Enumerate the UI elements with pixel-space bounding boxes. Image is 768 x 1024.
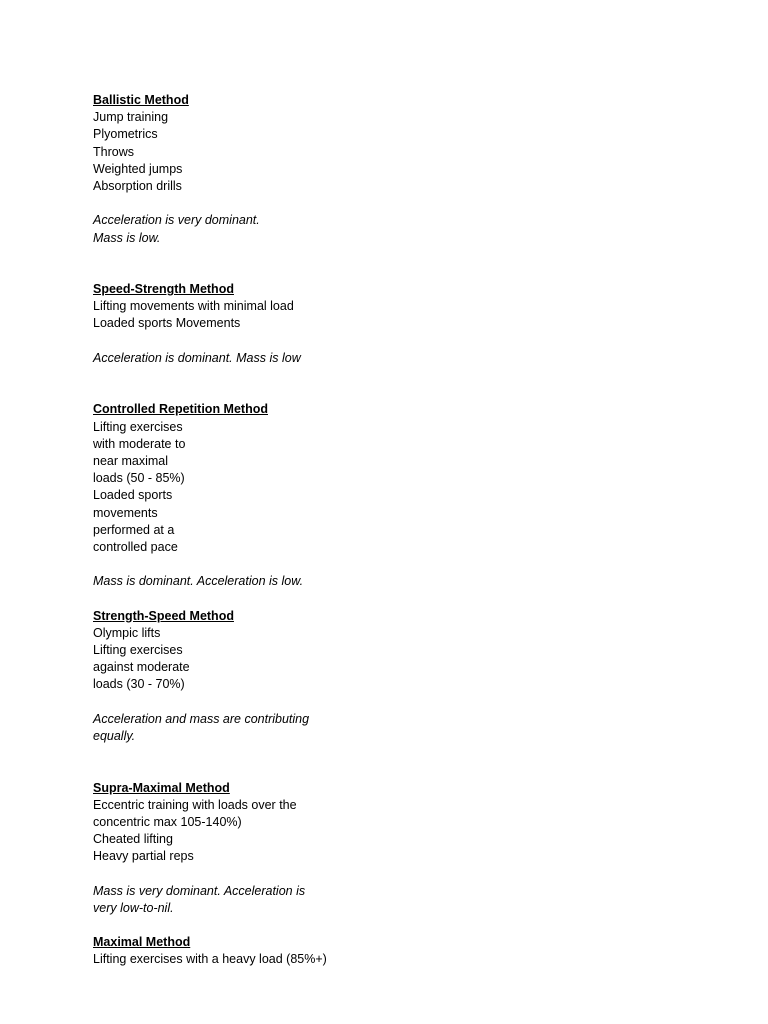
- list-item: performed at a: [93, 522, 175, 537]
- list-item: loads (30 - 70%): [93, 677, 185, 692]
- list-item: Absorption drills: [93, 178, 182, 193]
- section-note: equally.: [93, 728, 136, 743]
- section-note: Acceleration and mass are contributing: [93, 711, 310, 726]
- list-item: Weighted jumps: [93, 161, 183, 176]
- section-heading: Controlled Repetition Method: [93, 402, 268, 417]
- section-heading: Ballistic Method: [93, 93, 189, 107]
- section-note: Mass is dominant. Acceleration is low.: [93, 574, 304, 589]
- list-item: Lifting movements with minimal load: [93, 299, 294, 314]
- list-item: against moderate: [93, 660, 190, 675]
- list-item: Heavy partial reps: [93, 849, 194, 864]
- list-item: Eccentric training with loads over the: [93, 797, 297, 812]
- list-item: Lifting exercises: [93, 419, 183, 434]
- section-note: very low-to-nil.: [93, 900, 174, 915]
- section-speed-strength-method: [93, 281, 393, 367]
- document-page: [93, 92, 393, 969]
- list-item: with moderate to: [93, 436, 186, 451]
- list-item: concentric max 105-140%): [93, 814, 242, 829]
- section-heading: Maximal Method: [93, 935, 191, 950]
- list-item: Cheated lifting: [93, 832, 173, 847]
- list-item: Olympic lifts: [93, 625, 161, 640]
- list-item: Loaded sports Movements: [93, 316, 241, 331]
- list-item: loads (50 - 85%): [93, 471, 185, 486]
- section-supra-maximal-method: [93, 780, 393, 918]
- section-heading: Strength-Speed Method: [93, 608, 234, 623]
- section-strength-speed-method: [93, 608, 393, 746]
- list-item: movements: [93, 505, 158, 520]
- section-heading: Supra-Maximal Method: [93, 780, 230, 795]
- section-note: Mass is very dominant. Acceleration is: [93, 883, 306, 898]
- section-note: Acceleration is very dominant.: [93, 213, 260, 228]
- list-item: controlled pace: [93, 539, 178, 554]
- list-item: Throws: [93, 144, 134, 159]
- list-item: Lifting exercises: [93, 643, 183, 658]
- section-maximal-method: [93, 934, 393, 968]
- list-item: Jump training: [93, 110, 169, 125]
- section-ballistic-method: [93, 92, 393, 247]
- list-item: Lifting exercises with a heavy load (85%+): [93, 952, 327, 967]
- list-item: near maximal: [93, 453, 169, 468]
- section-controlled-repetition-method: [93, 401, 393, 590]
- section-note: Acceleration is dominant. Mass is low: [93, 350, 301, 365]
- list-item: Loaded sports: [93, 488, 173, 503]
- section-heading: Speed-Strength Method: [93, 282, 234, 297]
- section-note: Mass is low.: [93, 230, 161, 245]
- list-item: Plyometrics: [93, 127, 158, 142]
